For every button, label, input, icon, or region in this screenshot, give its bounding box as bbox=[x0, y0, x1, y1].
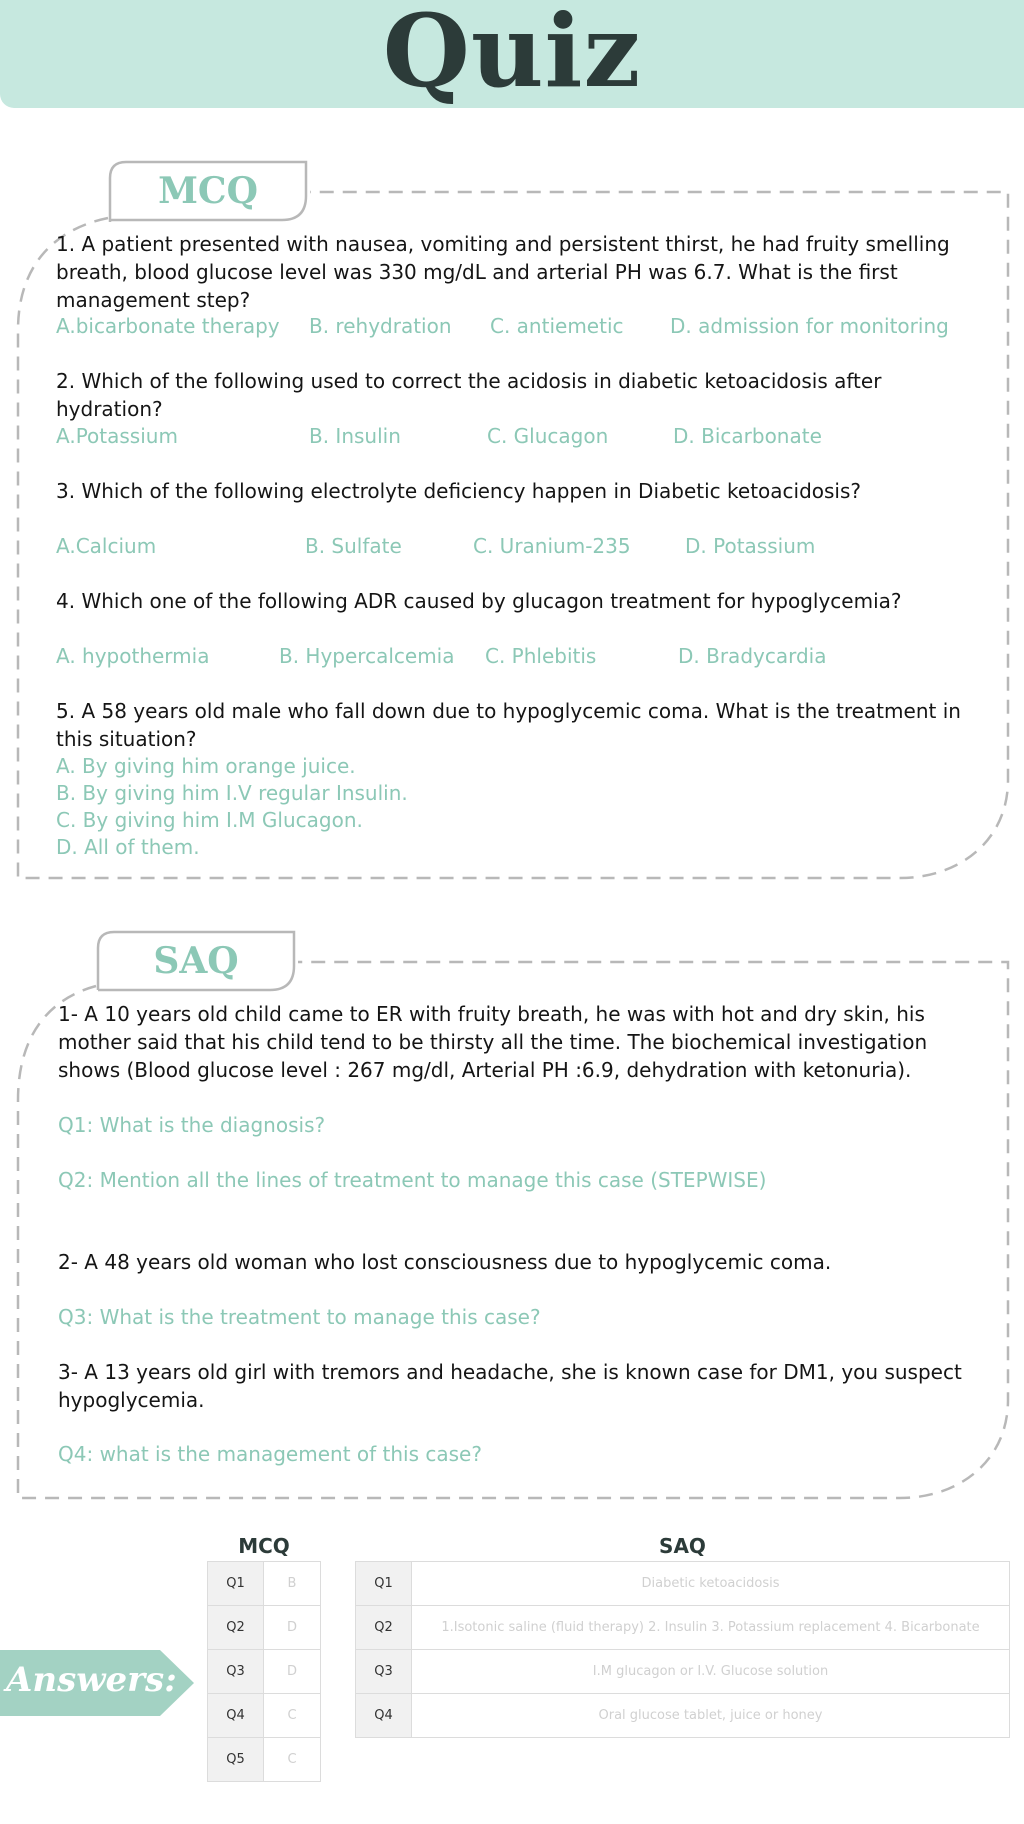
page-title: Quiz bbox=[382, 0, 642, 110]
table-row bbox=[356, 1694, 1010, 1738]
mcq-question-2: 2. Which of the following used to correct the acidosis in diabetic ketoacidosis after hydration? bbox=[56, 369, 882, 421]
mcq-answer-value: C bbox=[264, 1738, 321, 1782]
mcq-q5-option-a[interactable]: A. By giving him orange juice. bbox=[56, 754, 356, 778]
mcq-q2-option-c[interactable]: C. Glucagon bbox=[487, 424, 609, 448]
mcq-answer-q: Q4 bbox=[208, 1694, 264, 1738]
mcq-q4-option-d[interactable]: D. Bradycardia bbox=[678, 644, 827, 668]
mcq-question-1: 1. A patient presented with nausea, vomiting and persistent thirst, he had fruity smelling breath, blood glucose level was 330 mg/dL and arterial PH was 6.7. What is the first management step? bbox=[56, 232, 950, 312]
mcq-q1-option-d[interactable]: D. admission for monitoring bbox=[670, 314, 949, 338]
mcq-q5-option-d[interactable]: D. All of them. bbox=[56, 835, 200, 859]
mcq-answer-table bbox=[207, 1561, 321, 1782]
answers-mcq-heading: MCQ bbox=[238, 1534, 290, 1558]
answers-saq-heading: SAQ bbox=[659, 1534, 706, 1558]
mcq-q2-option-a[interactable]: A.Potassium bbox=[56, 424, 178, 448]
answers-banner-label: Answers: bbox=[6, 1660, 177, 1700]
saq-q2: Q2: Mention all the lines of treatment to manage this case (STEPWISE) bbox=[58, 1168, 767, 1192]
mcq-question-5: 5. A 58 years old male who fall down due to hypoglycemic coma. What is the treatment in this situation? bbox=[56, 699, 961, 751]
mcq-tab-label: MCQ bbox=[158, 170, 258, 212]
saq-tab-label: SAQ bbox=[153, 940, 239, 982]
quiz-header bbox=[0, 0, 1024, 108]
mcq-q3-option-a[interactable]: A.Calcium bbox=[56, 534, 157, 558]
saq-answer-q: Q2 bbox=[356, 1606, 412, 1650]
saq-answer-value: I.M glucagon or I.V. Glucose solution bbox=[412, 1650, 1010, 1694]
saq-answer-q: Q1 bbox=[356, 1562, 412, 1606]
mcq-q3-option-b[interactable]: B. Sulfate bbox=[305, 534, 402, 558]
mcq-answer-q: Q2 bbox=[208, 1606, 264, 1650]
table-row bbox=[356, 1606, 1010, 1650]
mcq-q2-option-b[interactable]: B. Insulin bbox=[309, 424, 401, 448]
table-row bbox=[208, 1650, 321, 1694]
table-row bbox=[208, 1738, 321, 1782]
mcq-answer-q: Q1 bbox=[208, 1562, 264, 1606]
mcq-q1-option-c[interactable]: C. antiemetic bbox=[490, 314, 624, 338]
mcq-q5-option-c[interactable]: C. By giving him I.M Glucagon. bbox=[56, 808, 363, 832]
mcq-q3-option-c[interactable]: C. Uranium-235 bbox=[473, 534, 631, 558]
mcq-question-4: 4. Which one of the following ADR caused by glucagon treatment for hypoglycemia? bbox=[56, 589, 902, 613]
mcq-q4-option-a[interactable]: A. hypothermia bbox=[56, 644, 210, 668]
mcq-q4-option-b[interactable]: B. Hypercalcemia bbox=[279, 644, 455, 668]
mcq-q1-option-a[interactable]: A.bicarbonate therapy bbox=[56, 314, 280, 338]
mcq-answer-q: Q3 bbox=[208, 1650, 264, 1694]
saq-answer-q: Q4 bbox=[356, 1694, 412, 1738]
saq-answer-value: Diabetic ketoacidosis bbox=[412, 1562, 1010, 1606]
mcq-answer-value: D bbox=[264, 1606, 321, 1650]
table-row bbox=[356, 1650, 1010, 1694]
saq-answer-table bbox=[355, 1561, 1010, 1738]
mcq-q1-option-b[interactable]: B. rehydration bbox=[309, 314, 452, 338]
saq-answer-value: 1.Isotonic saline (fluid therapy) 2. Insulin 3. Potassium replacement 4. Bicarbonate bbox=[412, 1606, 1010, 1650]
mcq-q5-option-b[interactable]: B. By giving him I.V regular Insulin. bbox=[56, 781, 408, 805]
table-row bbox=[208, 1562, 321, 1606]
saq-answer-value: Oral glucose tablet, juice or honey bbox=[412, 1694, 1010, 1738]
mcq-q3-option-d[interactable]: D. Potassium bbox=[685, 534, 816, 558]
mcq-q2-option-d[interactable]: D. Bicarbonate bbox=[673, 424, 822, 448]
saq-q4: Q4: what is the management of this case? bbox=[58, 1442, 482, 1466]
saq-case-3: 3- A 13 years old girl with tremors and headache, she is known case for DM1, you suspect hypoglycemia. bbox=[58, 1360, 962, 1412]
mcq-answer-value: D bbox=[264, 1650, 321, 1694]
mcq-q4-option-c[interactable]: C. Phlebitis bbox=[485, 644, 597, 668]
mcq-answer-value: B bbox=[264, 1562, 321, 1606]
saq-q1: Q1: What is the diagnosis? bbox=[58, 1113, 326, 1137]
mcq-answer-q: Q5 bbox=[208, 1738, 264, 1782]
table-row bbox=[208, 1606, 321, 1650]
saq-case-2: 2- A 48 years old woman who lost consciousness due to hypoglycemic coma. bbox=[58, 1250, 832, 1274]
saq-q3: Q3: What is the treatment to manage this case? bbox=[58, 1305, 541, 1329]
saq-answer-q: Q3 bbox=[356, 1650, 412, 1694]
table-row bbox=[356, 1562, 1010, 1606]
mcq-question-3: 3. Which of the following electrolyte deficiency happen in Diabetic ketoacidosis? bbox=[56, 479, 862, 503]
table-row bbox=[208, 1694, 321, 1738]
mcq-answer-value: C bbox=[264, 1694, 321, 1738]
saq-case-1: 1- A 10 years old child came to ER with fruity breath, he was with hot and dry skin, his mother said that his child tend to be thirsty all the time. The biochemical investigation shows (Blood glucose level : 267 mg/dl, Arterial PH :6.9, dehydration with ketonuria). bbox=[58, 1002, 928, 1082]
